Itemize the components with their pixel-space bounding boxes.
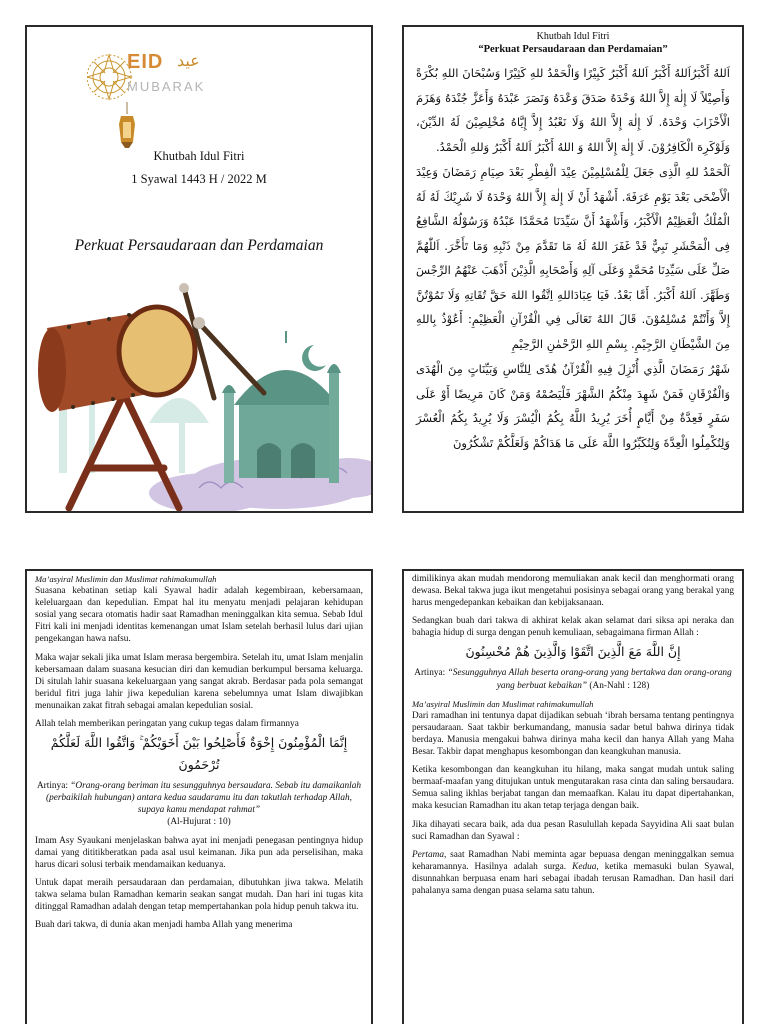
quran-verse-an-nahl: إِنَّ اللَّهَ مَعَ الَّذِينَ اتَّقَوْا وَالَّذِينَ هُمْ مُحْسِنُونَ: [465, 644, 681, 660]
arabic-body: [404, 55, 742, 455]
paragraph-pesan: [412, 849, 734, 897]
greeting: Ma’asyiral Muslimin dan Muslimat rahimakumullah: [35, 574, 217, 584]
paragraph: Dari ramadhan ini tentunya dapat dijadikan sebuah ‘ibrah bersama tentang pentingnya persaudaraan. Saat takbir berkumandang, manusia sadar betul bahwa dirinya tidak berdaya. Manusia mengakui bahwa dirinya maha kecil dan hanya Allah yang Maha Besar. Takbir dapat menghapus kesombongan dan keangkuhan manusia.: [412, 710, 734, 758]
paragraph: Imam Asy Syaukani menjelaskan bahwa ayat ini menjadi penegasan pentingnya hidup damai yang dititikberatkan pada asal usul keimanan. Jika pun ada perselisihan, maka harus dicari solusi terbaik mendamaikan keduanya.: [35, 835, 363, 870]
verse-translation: Artinya: “Sesungguhnya Allah beserta orang-orang yang bertakwa dan orang-orang yang berbuat kebaikan” (An-Nahl : 128): [414, 668, 732, 691]
kedua-text: , ketika memasuki bulan Syawal, disunnahkan berpuasa enam hari sebagai ibadah terusan Ramadhan. Dan hasil dari pahalanya sama dengan puasa selama satu tahun.: [412, 861, 734, 896]
paragraph: Allah telah memberikan peringatan yang cukup tegas dalam firmannya: [35, 719, 299, 730]
arabic-page-subheader: “Perkuat Persaudaraan dan Perdamaian”: [478, 44, 668, 55]
translation-label: Artinya: [414, 668, 443, 679]
drum-and-mosque-illustration: [29, 283, 371, 513]
paragraph: Sedangkan buah dari takwa di akhirat kelak akan selamat dari siksa api neraka dan bahagia hidup di surga dengan penuh kemuliaan, sebagaimana firman Allah :: [412, 616, 734, 639]
verse-translation: Artinya: “Orang-orang beriman itu sesungguhnya bersaudara. Sebab itu damaikanlah (perbaikilah hubungan) antara kedua saudaramu itu dan takutlah terhadap Allah, supaya kamu mendapat rahmat”: [36, 781, 362, 816]
lantern-icon: [115, 102, 139, 152]
quran-verse-al-hujurat: إِنَّمَا الْمُؤْمِنُونَ إِخْوَةٌ فَأَصْلِحُوا بَيْنَ أَخَوَيْكُمْ ۚ وَاتَّقُوا اللَّهَ لَعَلَّكُمْ تُرْحَمُونَ: [50, 735, 348, 773]
kedua-label: Kedua: [572, 861, 597, 872]
translation-text: “Orang-orang beriman itu sesungguhnya bersaudara. Sebab itu damaikanlah (perbaikilah hubungan) antara kedua saudaramu itu dan takutlah terhadap Allah, supaya kamu mendapat rahmat”: [46, 781, 362, 816]
left-text-page: [25, 569, 373, 1024]
paragraph: Jika dihayati secara baik, ada dua pesan Rasulullah kepada Sayyidina Ali saat bulan suci Ramadhan dan Syawal :: [412, 819, 734, 842]
greeting: Ma’asyiral Muslimin dan Muslimat rahimakumullah: [412, 698, 594, 709]
paragraph: Suasana kebatinan setiap kali Syawal hadir adalah kegembiraan, kebersamaan, keleluargaan dan kepedulian. Empat hal itu menyatu menjadi pelajaran kehidupan sosial yang secara otomatis hadir saat Ramadhan meninggalkan kita semua. Sebab Idul Fitri kali ini menjadi identitas kemenangan umat Islam setelah berhasil lulus dari ujian pengekangan hawa nafsu.: [35, 586, 363, 645]
arabic-paragraph-takbir: اَللهُ أَكْبَرُاَللهُ أَكْبَرُ اَللهُ أَكْبَرُ كَبِيْرًا وَالْحَمْدُ للهِ كَثِيْرًا وَسُبْحَانَ اللهِ بُكْرَةً وَأَصِيْلاً لَا إِلٰهَ إِلاَّ اللهُ وَحْدَهُ صَدَقَ وَعْدَهُ وَنَصَرَ عَبْدَهُ وَأَعَزَّ جُنْدَهُ وَهَزَمَ الْأَحْزَابَ وَحْدَهُ. لَا إِلٰهَ إِلاَّ اللهُ وَلَا نَعْبُدُ إِلاَّ إِيَّاهُ مُخْلِصِيْنَ لَهُ الدِّيْنَ، وَلَوْكَرِهَ الْكَافِرُوْنَ. لَا إِلٰهَ إِلاَّ اللهُ وَ اللهُ أَكْبَرُ اَللهُ أَكْبَرُ وَللهِ الْحَمْدُ.: [416, 66, 730, 154]
arabic-paragraph-hamdalah: اَلْحَمْدُ للهِ الَّذِى جَعَلَ لِلْمُسْلِمِيْنَ عِيْدَ الْفِطْرِ بَعْدَ صِيَامِ رَمَضَانَ وَعِيْدَ الْأَضْحَى بَعْدَ يَوْمِ عَرَفَةَ. أَشْهَدُ أَنْ لَا إِلٰهَ إِلاَّ اللهُ وَحْدَهُ لَا شَرِيْكَ لَهُ لَهُ الْمُلْكُ الْعَظِيْمُ الْأَكْبَرُ، وَأَشْهَدُ أَنَّ سَيِّدَنَا مُحَمَّدًا عَبْدُهُ وَرَسُوْلُهُ الشَّافِعُ فِى الْمَحْشَرِ نَبِيٌّ قَدْ غَفَرَ اللهُ لَهُ مَا تَقَدَّمَ مِنْ ذَنْبِهِ وَمَا تَأَخَّرَ. اَللّٰهُمَّ صَلِّ عَلَى سَيِّدِنَا مُحَمَّدٍ وَعَلَى آلِهِ وَأَصْحَابِهِ الَّذِيْنَ أَذْهَبَ عَنْهُمُ الرِّجْسَ وَطَهَّرَ. اَللهُ أَكْبَرُ. أَمَّا بَعْدُ. فَيَا عِبَادَاللهِ اِتَّقُوا اللهَ حَقَّ تُقَاتِهِ وَلَا تَمُوْتُنَّ إِلاَّ وَأَنْتُمْ مُسْلِمُوْنَ. قَالَ اللهُ تَعَالَى فِي الْقُرْآنِ الْعَظِيْمِ: أَعُوْذُ بِاللهِ مِنَ الشَّيْطَانِ الرَّجِيْمِ. بِسْمِ اللهِ الرَّحْمٰنِ الرَّحِيْمِ: [416, 165, 730, 351]
verse-source: (Al-Hujurat : 10): [167, 817, 231, 828]
cover-page: [25, 25, 373, 513]
arabic-khutbah-page: [402, 25, 744, 513]
eid-arabic-calligraphy: عيد: [177, 53, 200, 70]
translation-text: “Sesungguhnya Allah beserta orang-orang yang bertakwa dan orang-orang yang berbuat kebaikan”: [447, 668, 732, 691]
paragraph: Buah dari takwa, di dunia akan menjadi hamba Allah yang menerima: [35, 920, 293, 931]
pertama-text: , saat Ramadhan Nabi meminta agar bepuasa dengan meninggalkan semua keharamannya. Hasilnya adalah surga.: [412, 849, 734, 872]
paragraph: Untuk dapat meraih persaudaraan dan perdamaian, dibutuhkan jiwa takwa. Melatih takwa selama bulan Ramadhan kemarin seakan sangat mudah. Dan hari ini tugas kita ditinggal Ramadhan adalah dengan tetap mempertahankan pola hidup penuh takwa itu.: [35, 877, 363, 912]
cover-khutbah-title: Khutbah Idul Fitri: [153, 149, 245, 163]
right-text-page: [402, 569, 744, 1024]
cover-main-title: Perkuat Persaudaraan dan Perdamaian: [74, 237, 324, 254]
cover-date: 1 Syawal 1443 H / 2022 M: [131, 172, 267, 186]
paragraph: Ketika kesombongan dan keangkuhan itu hilang, maka sangat mudah untuk saling bermaaf-maafan yang ditujukan untuk mengutarakan rasa cinta dan saling bersaudara. Semua saling ikhlas berjabat tangan dan memaafkan. Kalau itu dapat dipertahankan, maka kesucian Ramadhan itu akan tetap terjaga dengan baik.: [412, 765, 734, 812]
verse-source: (An-Nahl : 128): [587, 680, 650, 691]
arabic-paragraph-verse: شَهْرُ رَمَضَانَ الَّذِي أُنْزِلَ فِيهِ الْقُرْآنُ هُدًى لِلنَّاسِ وَبَيِّنَاتٍ مِنَ الْهُدَى وَالْفُرْقَانِ فَمَنْ شَهِدَ مِنْكُمُ الشَّهْرَ فَلْيَصُمْهُ وَمَنْ كَانَ مَرِيضًا أَوْ عَلَى سَفَرٍ فَعِدَّةٌ مِنْ أَيَّامٍ أُخَرَ يُرِيدُ اللَّهُ بِكُمُ الْيُسْرَ وَلَا يُرِيدُ بِكُمُ الْعُسْرَ وَلِتُكْمِلُوا الْعِدَّةَ وَلِتُكَبِّرُوا اللَّهَ عَلَى مَا هَدَاكُمْ وَلَعَلَّكُمْ تَشْكُرُونَ: [416, 362, 730, 450]
mubarak-word: MUBARAK: [127, 79, 206, 94]
eid-word: EID: [127, 51, 164, 73]
pertama-label: Pertama: [412, 849, 445, 860]
translation-label: Artinya: [36, 781, 66, 792]
arabic-page-header: Khutbah Idul Fitri: [536, 31, 610, 42]
paragraph: Maka wajar sekali jika umat Islam merasa bergembira. Setelah itu, umat Islam menjalin kebersamaan dalam suasana kesucian diri dan kemudian berkumpul bersama keluarga. Di situlah lahir suasana kekeluargaan yang sangat akrab. Berdasar pada pola semangat beridul fitri juga lahir jiwa kepedulian karena sebelumnya umat Islam diwajibkan menunaikan zakat fitrah sebagai amalan kepedulian sosial.: [35, 652, 363, 711]
paragraph: dimilikinya akan mudah mendorong memuliakan anak kecil dan menghormati orang dewasa. Bekal takwa juga ikut mengetahui posisinya sebagai orang yang berakal yang harus mengedepankan kebaikan dan kebijaksanaan.: [412, 574, 734, 609]
